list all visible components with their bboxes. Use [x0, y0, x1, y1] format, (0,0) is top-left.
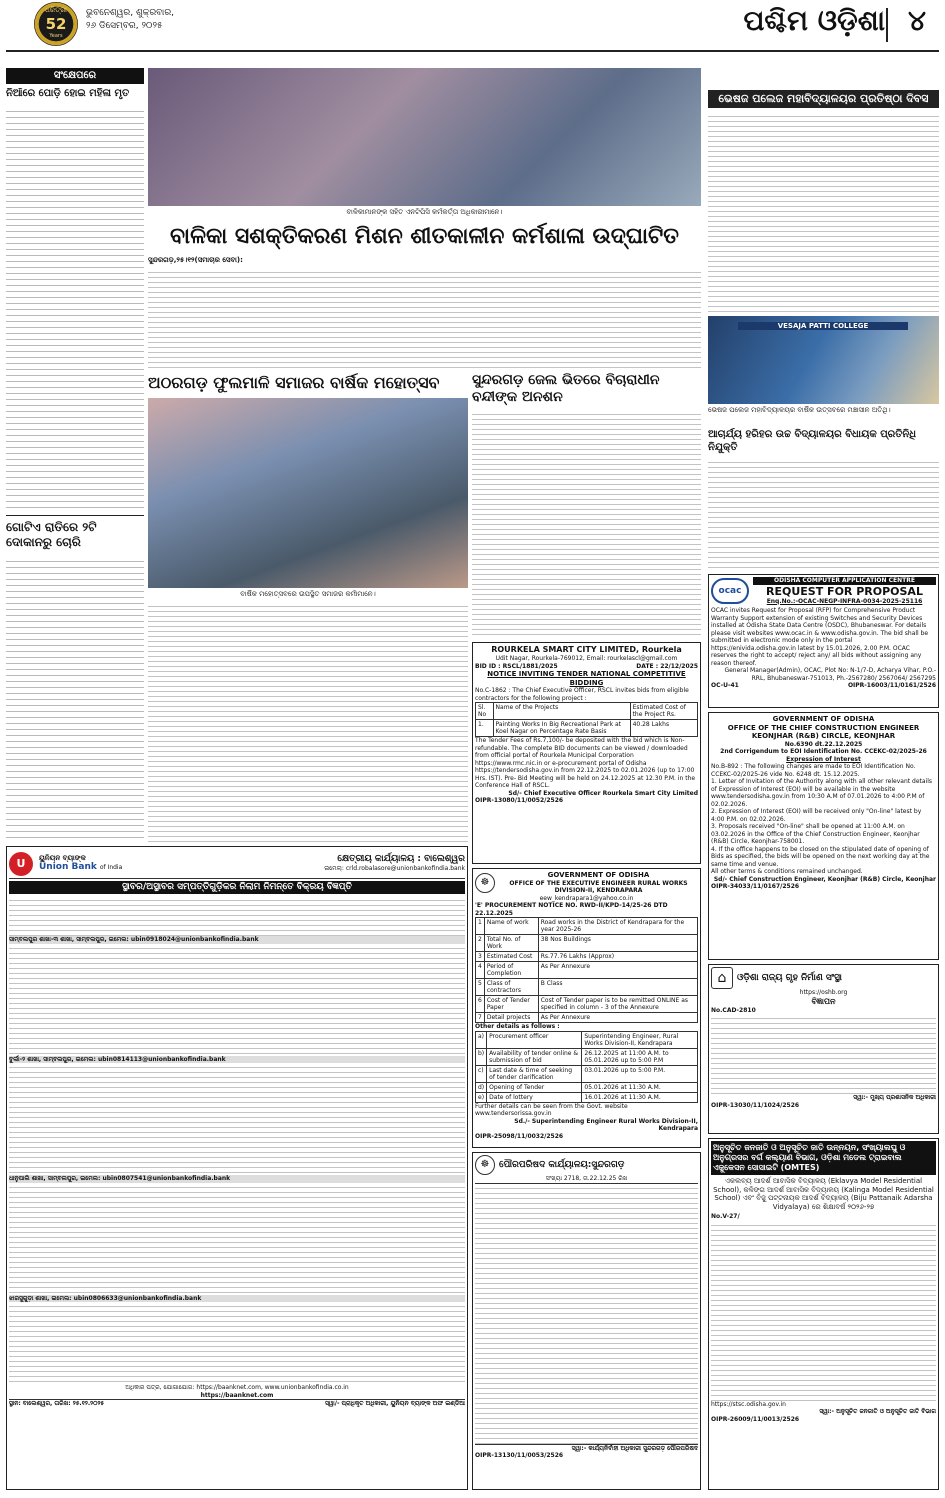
table-cell: As Per Annexure: [538, 962, 697, 979]
table-cell: Total No. of Work: [484, 935, 538, 952]
union-bank-email: ଇମେଲ୍: crld.robalasore@unionbankofindia.bank: [324, 865, 465, 873]
rscl-title: ROURKELA SMART CITY LIMITED, Rourkela: [491, 645, 682, 654]
rwd-signatory: Sd./- Superintending Engineer Rural Works Division-II, Kendrapara: [514, 1117, 698, 1132]
lead-dateline: ସୁନ୍ଦରଗଡ଼,୨୫।୧୨(ସମାଚାର ସେବା):: [148, 256, 243, 264]
ocac-enq: Enq.No.:-OCAC-NEGP-INFRA-0034-2025-25116: [766, 597, 923, 605]
ulb-signatory: ସ୍ୱା:- କାର୍ଯ୍ୟନିର୍ବାହୀ ଅଧିକାରୀ ସୁନ୍ଦରଗଡ଼ ପୌରପରିଷଦ: [571, 1444, 698, 1452]
athagarh-photo: [148, 398, 468, 588]
ad-rscl: [472, 642, 701, 864]
table-cell: Sl. No: [476, 703, 494, 720]
table-cell: 03.01.2026 up to 5:00 P.M.: [582, 1065, 698, 1082]
rwd-dates-table: [475, 1031, 698, 1103]
omtes-oipr: OIPR-26009/11/0013/2526: [711, 1415, 800, 1423]
table-cell: Rs.77.76 Lakhs (Approx): [538, 952, 697, 962]
rscl-notice-title: NOTICE INVITING TENDER NATIONAL COMPETITIVE BIDDING: [487, 670, 686, 687]
rscl-intro: No.C-1862 : The Chief Executive Officer, RSCL invites bids from eligible contractors for the following project :: [475, 687, 689, 702]
union-bank-logo-icon: U: [9, 852, 33, 876]
table-cell: Painting Works In Big Recreational Park at Koel Nagar on Percentage Rate Basis: [493, 720, 630, 737]
rscl-address: Udit Nagar, Rourkela-769012, Email: rourkelascl@gmail.com: [495, 655, 678, 662]
ulb-no: ସଂଖ୍ୟା 2718, ତା.22.12.25 ରିଖ: [545, 1175, 628, 1182]
cce-point: 2. Expression of Interest (EOI) will be received only "On-line" latest by 4:00 P.M. on 02.02.2026.: [711, 808, 922, 823]
table-row: [476, 1048, 698, 1065]
teacher-body: [708, 458, 939, 570]
ad-ccekeonjhar: [708, 712, 939, 960]
table-cell: e): [476, 1092, 487, 1102]
lead-photo: [148, 68, 701, 206]
table-row: [476, 952, 698, 962]
table-cell: 1: [476, 918, 485, 935]
rscl-body: The Tender Fees of Rs.7,100/- be deposited with the bid which is Non-refundable. The complete BID documents can be viewed / downloaded from official portal of Rourkela Municipal Corporation https://www.rmc.nic.in or e-procurement portal of Odisha https://tendersodisha.gov.in from 22.12.2025 to 02.01.2026 (up to 17:00 Hrs. IST). Pre- Bid Meeting will be held on 24.12.2025 at 12.30 P.M. in the Conference Hall of RSCL.: [475, 737, 696, 789]
cce-gov: GOVERNMENT OF ODISHA: [772, 715, 875, 723]
housing-signatory: ସ୍ୱା:- ମୁଖ୍ୟ ପ୍ରଶାସନିକ ଅଧିକାରୀ: [853, 1094, 936, 1101]
rscl-date: DATE : 22/12/2025: [636, 662, 698, 670]
rwd-oipr: OIPR-25098/11/0032/2526: [475, 1132, 564, 1140]
table-row: [476, 935, 698, 952]
ad-housing: [708, 964, 939, 1134]
housing-subtitle: ବିଜ୍ଞାପନ: [811, 996, 836, 1006]
table-cell: 5: [476, 979, 485, 996]
college-body: [708, 112, 939, 312]
ulb-body: [475, 1183, 698, 1445]
union-bank-signatory: ସ୍ୱା/- ପ୍ରାଧିକୃତ ଅଧିକାରୀ, ୟୁନିୟନ ବ୍ୟାଙ୍କ ଅଫ ଇଣ୍ଡିଆ: [324, 1400, 465, 1407]
table-cell: 26.12.2025 at 11:00 A.M. to 05.01.2026 up to 5:00 P.M: [582, 1048, 698, 1065]
union-bank-brand-odia: ୟୁନିୟନ ବ୍ୟାଙ୍କ: [39, 853, 86, 862]
dateline: ଭୁବନେଶ୍ୱର, ଶୁକ୍ରବାର,: [86, 8, 175, 18]
cce-point: 4. If the office happens to be closed on the stipulated date of opening of Bids as specified, the bids will be opened on the next working day at the same time and venue.: [711, 845, 930, 868]
cce-signatory: Sd/- Chief Construction Engineer, Keonjhar (R&B) Circle, Keonjhar: [713, 875, 936, 883]
table-row: [476, 996, 698, 1013]
table-cell: Cost of Tender paper is to be remitted ONLINE as specified in column - 3 of the Annexure: [538, 996, 697, 1013]
table-cell: 05.01.2026 at 11:30 A.M.: [582, 1082, 698, 1092]
union-bank-branch-body: [9, 1302, 465, 1384]
union-bank-title: ସ୍ଥାବର/ଅସ୍ଥାବର ସମ୍ପତ୍ତିଗୁଡ଼ିକର ନିଲାମ ନିମନ୍ତେ ବିକ୍ରୟ ବିଜ୍ଞପ୍ତି: [9, 881, 465, 894]
housing-emblem-icon: ⌂: [711, 967, 733, 989]
table-row: [476, 918, 698, 935]
table-row: [476, 1013, 698, 1023]
table-cell: a): [476, 1031, 487, 1048]
brief-body-1: [6, 106, 144, 511]
jail-body: [472, 410, 701, 638]
table-cell: As Per Annexure: [538, 1013, 697, 1023]
union-bank-intro: [9, 896, 465, 936]
table-cell: 16.01.2026 at 11:30 A.M.: [582, 1092, 698, 1102]
date: ୨୬ ଡିସେମ୍ବର, ୨୦୨୫: [86, 21, 163, 31]
union-bank-branch: ଧାନୁପାଲି ଶାଖା, ସାମ୍ବଲପୁର, ଇମେଲ: ubin0807541@unionbankofindia.bank: [9, 1175, 465, 1183]
table-cell: Period of Completion: [484, 962, 538, 979]
table-cell: Date of lottery: [487, 1092, 582, 1102]
cce-corrigendum: 2nd Corrigendum to EOI Identification No. CCEKC-02/2025-26: [720, 748, 927, 755]
athagarh-caption: ବାର୍ଷିକ ମହୋତ୍ସବରେ ଉପସ୍ଥିତ ସମାଜର କର୍ମୀମାନେ।: [240, 590, 376, 598]
ocac-body: OCAC invites Request for Proposal (RFP) for Comprehensive Product Warranty Support extension of existing Switches and Security Devices installed at Odisha State Data Centre (OSDC), Bhubaneswar. For details please visit websites www.ocac.in & www.odisha.gov.in. The bid shall be submitted in electronic mode only in the portal https://enivida.odisha.gov.in latest by 15.01.2026, 2.00 P.M. OCAC reserves the right to accept/ reject any/ all bids without assigning any reason thereof.: [711, 607, 929, 667]
table-cell: 3: [476, 952, 485, 962]
ocac-oipr: OIPR-16003/11/0161/2526: [847, 682, 936, 689]
union-bank-brand-sub: of India: [99, 864, 123, 872]
cce-point: 1. Letter of Invitation of the Authority along with all other relevant details of Expression of Interest (EOI) will be available in the website www.tendersodisha.gov.in from 10:30 A.M of 07.01.2026 to 4:00 P.M of 02.02.2026.: [711, 778, 933, 808]
cce-point: All other terms & conditions remained unchanged.: [711, 868, 863, 875]
ocac-org: ODISHA COMPUTER APPLICATION CENTRE: [753, 577, 936, 585]
lead-headline: ବାଳିକା ସଶକ୍ତିକରଣ ମିଶନ ଶୀତକାଳୀନ କର୍ମଶାଳା ଉଦ୍‌ଘାଟିତ: [170, 224, 679, 249]
brief-divider: [6, 515, 144, 516]
ad-ulb: [472, 1152, 701, 1490]
masthead-rule: [6, 50, 939, 52]
college-caption: ଭେଷଜ ପଲେଜ ମହାବିଦ୍ୟାଳୟର ବାର୍ଷିକ ଉତ୍ସବରେ ମଞ୍ଚାସୀନ ଅତିଥି।: [708, 406, 891, 414]
table-cell: Procurement officer: [487, 1031, 582, 1048]
table-cell: Superintending Engineer, Rural Works Division-II, Kendrapara: [582, 1031, 698, 1048]
table-cell: 2: [476, 935, 485, 952]
cce-point: 3. Proposals received "On-line" shall be opened at 11:00 A.M. on 03.02.2026 in the Office of the Chief Construction Engineer, Keonjhar (R&B) Circle, Keonjhar-758001.: [711, 823, 920, 845]
logo-years: 52: [45, 15, 67, 33]
table-cell: Availability of tender online & submission of bid: [487, 1048, 582, 1065]
left-column: [6, 68, 144, 842]
logo-years-label: Years: [49, 33, 63, 39]
table-cell: 4: [476, 962, 485, 979]
union-bank-footer-line: ଅଧିକାର ପତ୍ର, ଯୋଗାଯୋଗ: https://baanknet.com, www.unionbankofindia.co.in: [125, 1384, 349, 1391]
odisha-emblem-icon: ☸: [475, 873, 495, 893]
teacher-headline: ଆଚାର୍ଯ୍ୟ ହରିହର ଉଚ୍ଚ ବିଦ୍ୟାଳୟର ବିଧାୟକ ପ୍ରତିନିଧି ନିଯୁକ୍ତି: [708, 429, 917, 453]
union-bank-branch: ବୁର୍ଲା-୨ ଶାଖା, ସାମ୍ବଲପୁର, ଇମେଲ: ubin0814113@unionbankofindia.bank: [9, 1056, 465, 1064]
table-row: [476, 703, 698, 720]
table-cell: Name of work: [484, 918, 538, 935]
table-cell: Estimated Cost of the Project Rs.: [630, 703, 697, 720]
rwd-footer: Further details can be seen from the Govt. website www.tendersorissa.gov.in: [475, 1102, 628, 1117]
ad-ocac: [708, 574, 939, 708]
table-row: [476, 962, 698, 979]
housing-body: [711, 1014, 936, 1094]
masthead: [0, 0, 945, 72]
rscl-bid-id: BID ID : RSCL/1881/2025: [475, 662, 558, 670]
omtes-title: ଅନୁସୂଚିତ ଜନଜାତି ଓ ଅନୁସୂଚିତ ଜାତି ଉନ୍ନୟନ, ସଂଖ୍ୟାଲଘୁ ଓ ଅନୁଗ୍ରସର ବର୍ଗ କଲ୍ୟାଣ ବିଭାଗ, ଓଡ଼ିଶା ମଡେଲ ଟ୍ରାଇବାଲ ଏଜୁକେସନ ସୋସାଇଟି (OMTES): [711, 1141, 936, 1175]
rwd-dates-head: Other details as follows :: [475, 1023, 560, 1030]
cce-eoi: Expression of Interest: [786, 755, 861, 763]
rwd-notice: 'E' PROCUREMENT NOTICE NO. RWD-II/KPD-14/25-26 DTD 22.12.2025: [475, 902, 668, 917]
table-row: [476, 1092, 698, 1102]
table-cell: Detail projects: [484, 1013, 538, 1023]
rwd-gov: GOVERNMENT OF ODISHA: [547, 871, 650, 879]
cce-office: OFFICE OF THE CHIEF CONSTRUCTION ENGINEER KEONJHAR (R&B) CIRCLE, KEONJHAR: [727, 723, 920, 740]
table-cell: 40.28 Lakhs: [630, 720, 697, 737]
ocac-footer: General Manager(Admin), OCAC, Plot No: N-1/7-D, Acharya Vihar, P.O.-RRL, Bhubaneswar-751013, Ph.-2567280/ 2567064/ 2567295: [724, 667, 936, 682]
lead-body: [148, 268, 701, 368]
union-bank-brand: Union Bank: [39, 862, 97, 873]
rscl-signatory: Sd/- Chief Executive Officer Rourkela Smart City Limited: [508, 789, 698, 797]
athagarh-headline: ଅଠରଗଡ଼ ଫୁଲମାଳି ସମାଜର ବାର୍ଷିକ ମହୋତ୍ସବ: [148, 373, 440, 392]
table-cell: 38 Nos Buildings: [538, 935, 697, 952]
union-bank-place: ସ୍ଥାନ: ବାଲେଶ୍ୱର, ତାରିଖ: ୨୫.୧୨.୨୦୨୫: [9, 1400, 105, 1407]
page-number: ୪: [908, 4, 926, 37]
section-title: ପଶ୍ଚିମ ଓଡ଼ିଶା: [743, 4, 885, 37]
omtes-signatory: ସ୍ୱା:- ଅନୁସୂଚିତ ଜନଜାତି ଓ ଅନୁସୂଚିତ ଜାତି ବିଭାଗ: [819, 1408, 936, 1415]
ulb-oipr: OIPR-13130/11/0053/2526: [475, 1452, 564, 1459]
omtes-no: No.V-27/: [711, 1213, 740, 1220]
athagarh-body: [148, 602, 468, 842]
omtes-line1: ଏକଲବ୍ୟ ଆଦର୍ଶ ଆବାସିକ ବିଦ୍ୟାଳୟ (Eklavya Model Residential School), କଳିଙ୍ଗ ଆଦର୍ଶ ଆବାସିକ ବିଦ୍ୟାଳୟ (Kalinga Model Residential School) ଏବଂ ବିଜୁ ପଟ୍ଟନାୟକ ଆଦର୍ଶ ବିଦ୍ୟାଳୟ (Biju Pattanaik Adarsha Vidyalaya) ରେ ଶିକ୍ଷାବର୍ଷ ୨୦୨୬-୨୭: [713, 1177, 934, 1211]
table-cell: Estimated Cost: [484, 952, 538, 962]
ocac-logo-text: ocac: [718, 586, 742, 596]
cce-no: No.6390 dt.22.12.2025: [784, 740, 863, 748]
ad-rwd: [472, 868, 701, 1148]
omtes-body: [711, 1221, 936, 1401]
rscl-oipr: OIPR-13080/11/0052/2526: [475, 797, 564, 804]
union-bank-branch-body: [9, 944, 465, 1056]
ocac-code: OC-U-41: [711, 682, 739, 689]
table-row: [476, 1082, 698, 1092]
table-cell: Road works in the District of Kendrapara for the year 2025-26: [538, 918, 697, 935]
table-cell: c): [476, 1065, 487, 1082]
cce-oipr: OIPR-34033/11/0167/2526: [711, 883, 800, 890]
housing-no: No.CAD-2810: [711, 1006, 756, 1014]
table-cell: 1.: [476, 720, 494, 737]
table-cell: Name of the Projects: [493, 703, 630, 720]
table-cell: Cost of Tender Paper: [484, 996, 538, 1013]
union-bank-branch-body: [9, 1183, 465, 1295]
brief-body-2: [6, 556, 144, 842]
omtes-web: https://stsc.odisha.gov.in: [711, 1400, 786, 1408]
ocac-logo-icon: [711, 578, 749, 604]
table-cell: B Class: [538, 979, 697, 996]
table-row: [476, 979, 698, 996]
ulb-emblem-icon: ☸: [475, 1155, 495, 1175]
brief-title-1: ନିଆଁରେ ପୋଡ଼ି ହୋଇ ମହିଳା ମୃତ: [6, 88, 130, 99]
table-cell: 7: [476, 1013, 485, 1023]
table-row: [476, 1031, 698, 1048]
rwd-email: eew_kendrapara1@yahoo.co.in: [539, 894, 634, 902]
union-bank-branch-body: [9, 1063, 465, 1175]
rscl-table: [475, 702, 698, 737]
housing-web: https://oshb.org: [799, 989, 848, 996]
table-cell: d): [476, 1082, 487, 1092]
union-bank-branch: ସାମ୍ବଲପୁର ଶାଖା-୩ ଶାଖା, ସାମ୍ବଲପୁର, ଇମେଲ: ubin0918024@unionbankofindia.bank: [9, 936, 465, 944]
ocac-title: REQUEST FOR PROPOSAL: [766, 584, 923, 598]
college-photo: [708, 316, 939, 404]
briefs-heading: ସଂକ୍ଷେପରେ: [6, 68, 144, 84]
table-cell: Last date & time of seeking of tender clarification: [487, 1065, 582, 1082]
lead-photo-caption: ବାଳିକାମାନଙ୍କ ସହିତ ଏନଟିପିସି କର୍ମକର୍ତ୍ତା ଅଧିକାରୀମାନେ।: [346, 208, 503, 216]
ad-unionbank: [6, 846, 468, 1490]
cce-body: No.B-892 : The following changes are made to EOI Identification No. CCEKC-02/2025-26 vide No. 6248 dt. 15.12.2025.: [711, 763, 916, 778]
table-cell: Opening of Tender: [487, 1082, 582, 1092]
union-bank-footer-web: https://baanknet.com: [200, 1391, 274, 1399]
table-row: [476, 720, 698, 737]
college-headline: ଭେଷଜ ପଲେଜ ମହାବିଦ୍ୟାଳୟର ପ୍ରତିଷ୍ଠା ଦିବସ: [708, 90, 939, 108]
logo-badge: [34, 2, 78, 46]
union-bank-office: କ୍ଷେତ୍ରୀୟ କାର୍ଯ୍ୟାଳୟ : ବାଲେଶ୍ୱର: [337, 854, 465, 865]
table-row: [476, 1065, 698, 1082]
table-cell: Class of contractors: [484, 979, 538, 996]
table-cell: 6: [476, 996, 485, 1013]
logo-text: ଧରିତ୍ରୀ: [45, 6, 67, 14]
housing-oipr: OIPR-13030/11/1024/2526: [711, 1101, 800, 1109]
ulb-title: ପୌରପରିଷଦ କାର୍ଯ୍ୟାଳୟ:ସୁନ୍ଦରଗଡ଼: [499, 1159, 625, 1170]
college-banner: VESAJA PATTI COLLEGE: [738, 322, 908, 330]
jail-headline: ସୁନ୍ଦରଗଡ଼ ଜେଲ ଭିତରେ ବିଚାରାଧୀନ ବନ୍ଦୀଙ୍କ ଅନଶନ: [472, 372, 660, 405]
table-cell: b): [476, 1048, 487, 1065]
housing-title: ଓଡ଼ିଶା ରାଜ୍ୟ ଗୃହ ନିର୍ମାଣ ସଂସ୍ଥା: [737, 972, 842, 983]
masthead-divider: [886, 8, 888, 42]
rwd-office: OFFICE OF THE EXECUTIVE ENGINEER RURAL WORKS DIVISION-II, KENDRAPARA: [509, 879, 688, 894]
rwd-table: [475, 917, 698, 1023]
brief-title-2: ଗୋଟିଏ ରାତିରେ ୨ଟି ଦୋକାନରୁ ଚୋରି: [6, 520, 97, 549]
union-bank-branch: ଝାରସୁଗୁଡ଼ା ଶାଖା, ଇମେଲ: ubin0806633@unionbankofindia.bank: [9, 1295, 465, 1303]
ad-omtes: [708, 1138, 939, 1490]
